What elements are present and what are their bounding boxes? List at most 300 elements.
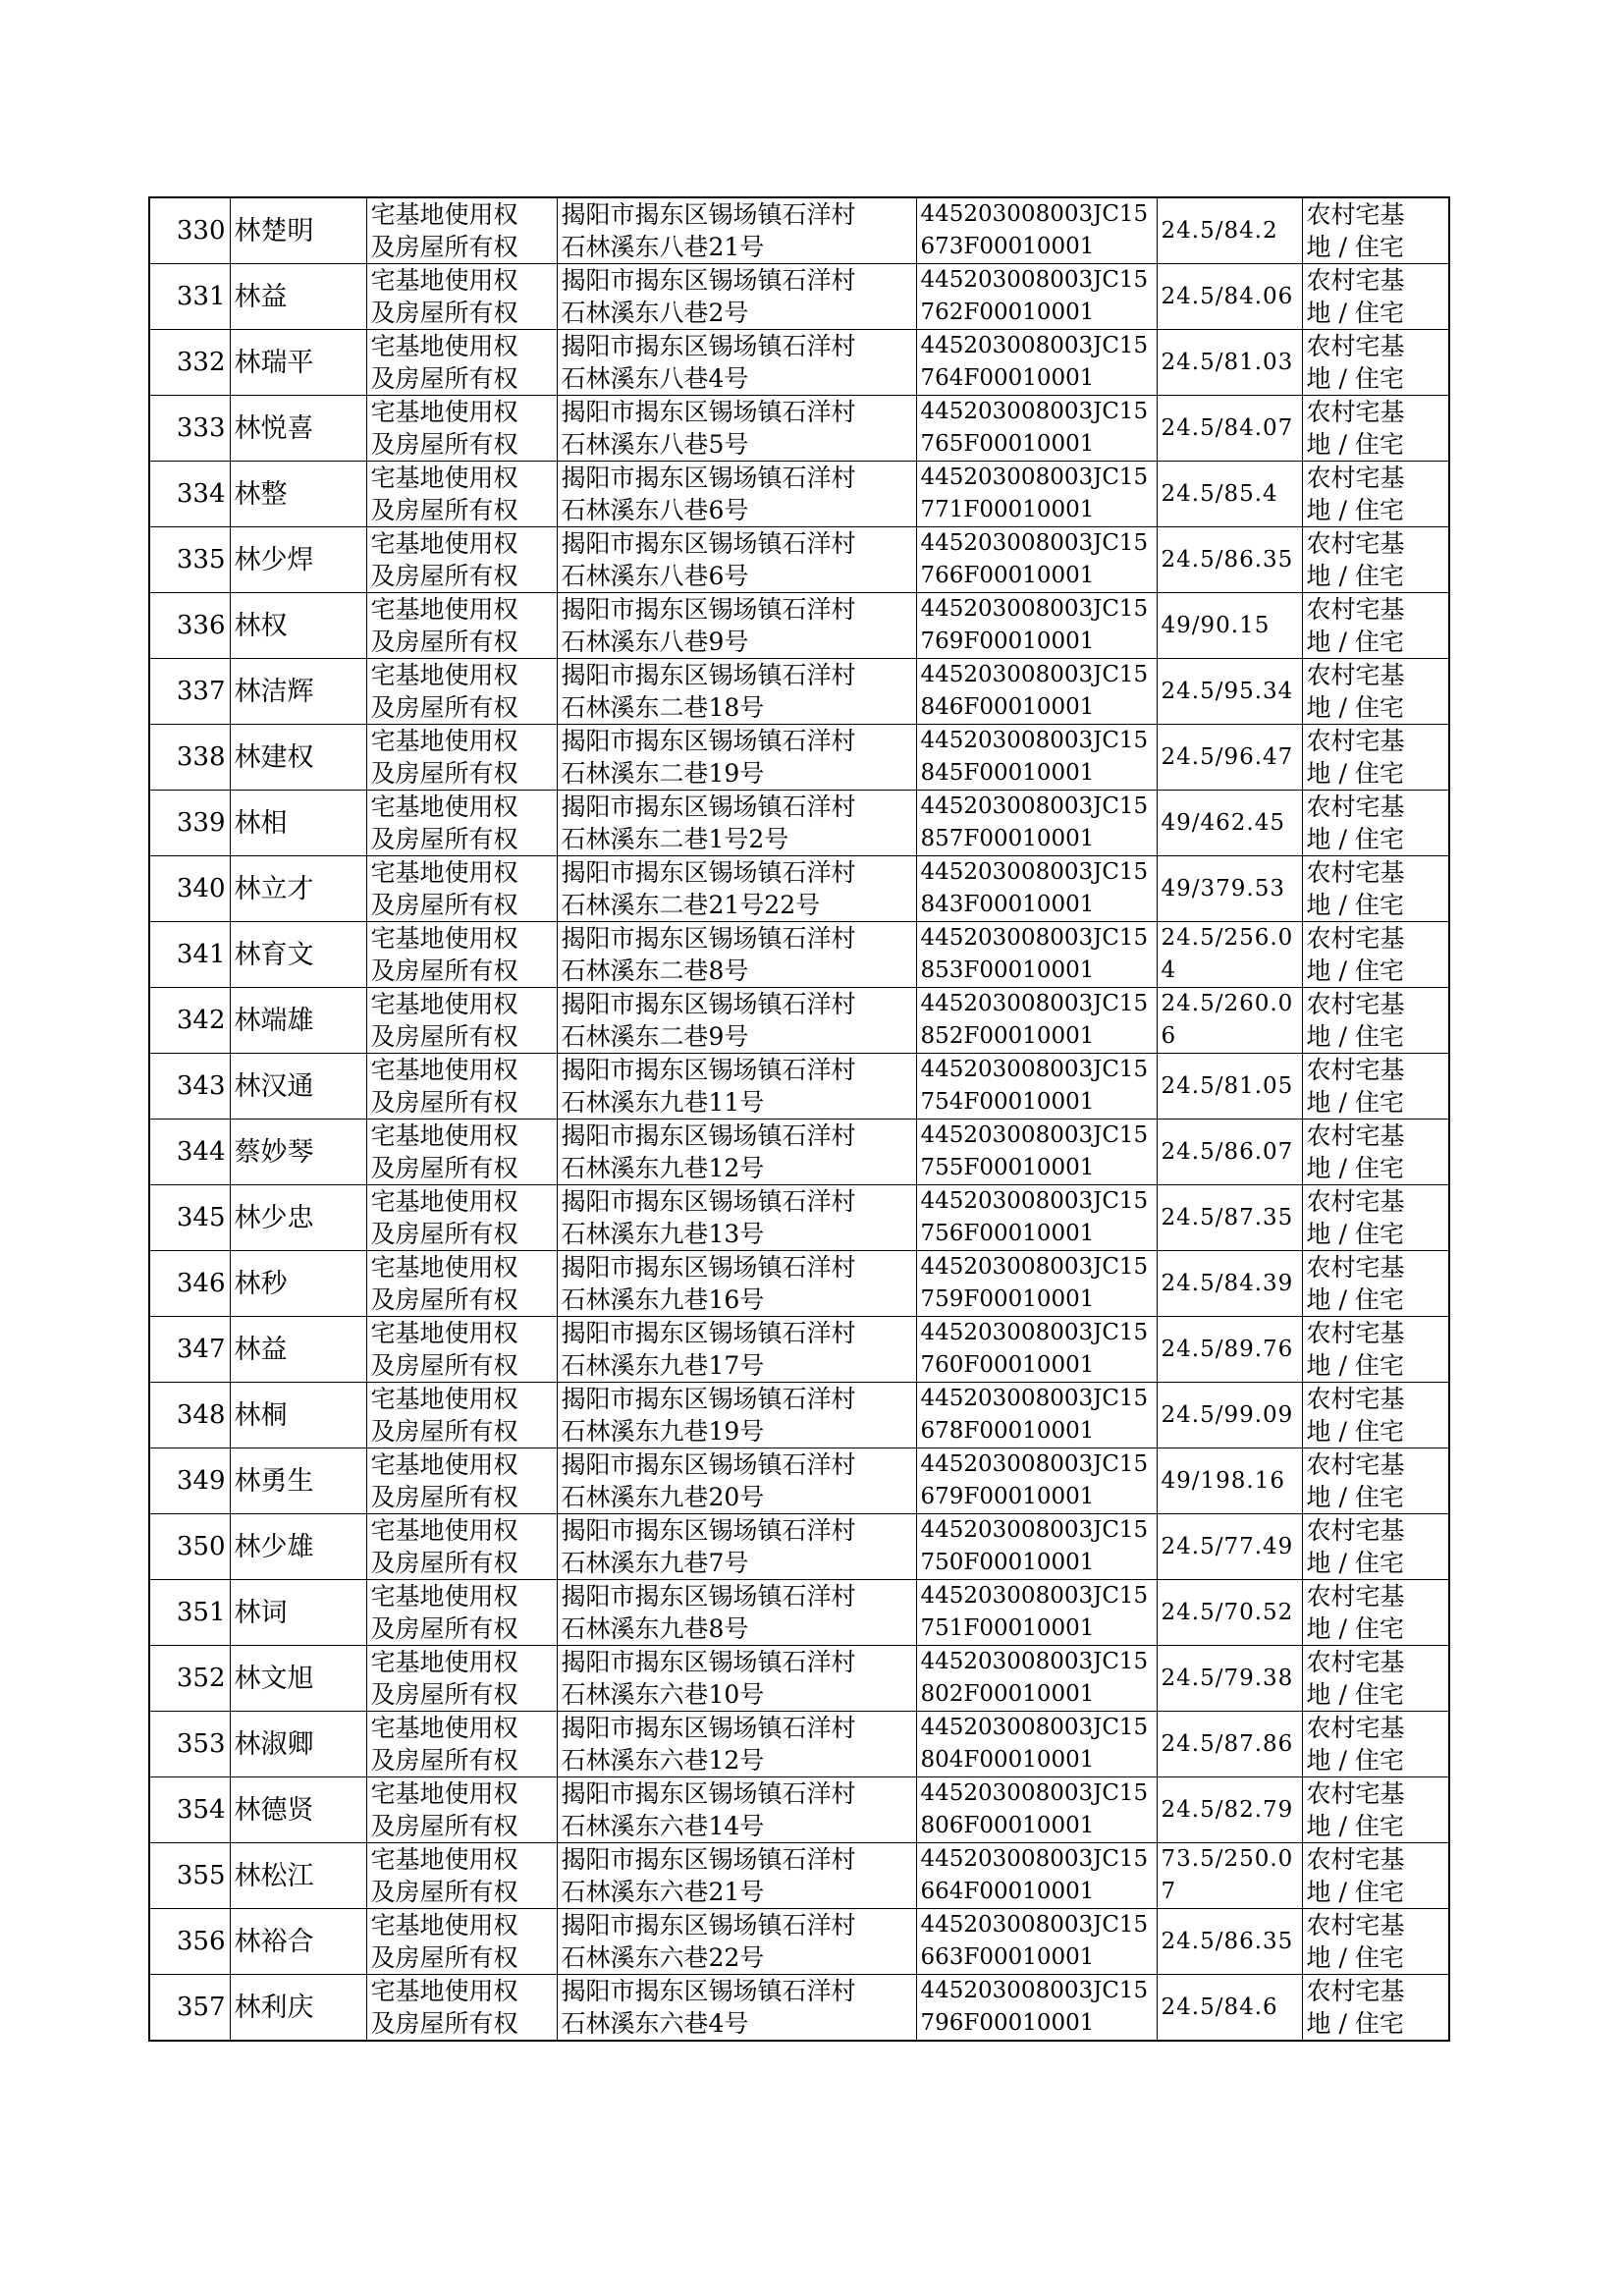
area-cell bbox=[1157, 1646, 1302, 1712]
area-value: 24.5/95.34 bbox=[1161, 678, 1294, 704]
address-line: 石林溪东二巷21号22号 bbox=[561, 891, 821, 919]
address-cell bbox=[557, 1843, 916, 1909]
land-use-line: 农村宅基 bbox=[1306, 332, 1405, 360]
right-type-cell bbox=[366, 1909, 557, 1975]
area-cell bbox=[1157, 1909, 1302, 1975]
parcel-code-cell bbox=[916, 988, 1157, 1054]
right-type-line: 及房屋所有权 bbox=[370, 693, 518, 722]
parcel-code-cell bbox=[916, 725, 1157, 791]
row-number: 336 bbox=[176, 610, 226, 640]
parcel-code-cell bbox=[916, 1317, 1157, 1383]
address-cell bbox=[557, 264, 916, 330]
owner-name-cell bbox=[230, 1712, 366, 1777]
land-use-line: 农村宅基 bbox=[1306, 1845, 1405, 1874]
row-number-cell bbox=[149, 396, 230, 462]
address-cell bbox=[557, 1120, 916, 1185]
land-use-line: 农村宅基 bbox=[1306, 792, 1405, 821]
right-type-cell bbox=[366, 1843, 557, 1909]
owner-name: 林权 bbox=[234, 610, 288, 641]
table-row bbox=[149, 396, 1449, 462]
land-use-line: 农村宅基 bbox=[1306, 1385, 1405, 1413]
right-type-line: 宅基地使用权 bbox=[370, 1516, 518, 1545]
land-use-cell bbox=[1302, 1909, 1449, 1975]
right-type-cell bbox=[366, 659, 557, 725]
owner-name-cell bbox=[230, 725, 366, 791]
right-type-line: 宅基地使用权 bbox=[370, 1648, 518, 1676]
right-type-line: 宅基地使用权 bbox=[370, 1977, 518, 2005]
right-type-line: 宅基地使用权 bbox=[370, 1187, 518, 1216]
address-cell bbox=[557, 527, 916, 593]
land-use-line: 地 / 住宅 bbox=[1306, 1088, 1404, 1117]
right-type-cell bbox=[366, 593, 557, 659]
row-number-cell bbox=[149, 1185, 230, 1251]
area-value: 24.5/86.35 bbox=[1161, 1928, 1294, 1954]
row-number-cell bbox=[149, 922, 230, 988]
address-line: 揭阳市揭东区锡场镇石洋村 bbox=[561, 1319, 856, 1347]
parcel-code: 445203008003JC15664F00010001 bbox=[920, 1846, 1149, 1904]
table-row bbox=[149, 527, 1449, 593]
row-number: 330 bbox=[176, 215, 226, 246]
owner-name: 林桐 bbox=[234, 1399, 288, 1431]
right-type-cell bbox=[366, 1580, 557, 1646]
area-cell bbox=[1157, 1448, 1302, 1514]
row-number-cell bbox=[149, 1251, 230, 1317]
address-line: 揭阳市揭东区锡场镇石洋村 bbox=[561, 595, 856, 624]
right-type-line: 宅基地使用权 bbox=[370, 1450, 518, 1479]
parcel-code: 445203008003JC15750F00010001 bbox=[920, 1517, 1149, 1575]
address-line: 揭阳市揭东区锡场镇石洋村 bbox=[561, 529, 856, 558]
address-line: 石林溪东八巷6号 bbox=[561, 562, 749, 590]
owner-name-cell bbox=[230, 1317, 366, 1383]
address-cell bbox=[557, 725, 916, 791]
land-use-cell bbox=[1302, 922, 1449, 988]
right-type-line: 宅基地使用权 bbox=[370, 529, 518, 558]
right-type-line: 及房屋所有权 bbox=[370, 1746, 518, 1775]
parcel-code: 445203008003JC15857F00010001 bbox=[920, 793, 1149, 851]
area-value: 24.5/86.35 bbox=[1161, 546, 1294, 573]
land-use-cell bbox=[1302, 1448, 1449, 1514]
owner-name: 林益 bbox=[234, 1334, 288, 1365]
land-use-line: 地 / 住宅 bbox=[1306, 1614, 1404, 1643]
address-line: 石林溪东八巷9号 bbox=[561, 628, 749, 656]
address-line: 石林溪东六巷14号 bbox=[561, 1812, 765, 1840]
land-use-line: 地 / 住宅 bbox=[1306, 1746, 1404, 1775]
row-number-cell bbox=[149, 462, 230, 527]
land-use-line: 农村宅基 bbox=[1306, 661, 1405, 689]
land-use-cell bbox=[1302, 264, 1449, 330]
area-value: 24.5/81.05 bbox=[1161, 1072, 1294, 1099]
right-type-line: 及房屋所有权 bbox=[370, 1943, 518, 1972]
right-type-line: 及房屋所有权 bbox=[370, 496, 518, 524]
row-number-cell bbox=[149, 1843, 230, 1909]
address-line: 揭阳市揭东区锡场镇石洋村 bbox=[561, 924, 856, 953]
right-type-cell bbox=[366, 1712, 557, 1777]
owner-name-cell bbox=[230, 1185, 366, 1251]
area-cell bbox=[1157, 1975, 1302, 2042]
owner-name: 林文旭 bbox=[234, 1663, 314, 1694]
land-use-line: 农村宅基 bbox=[1306, 464, 1405, 492]
parcel-code-cell bbox=[916, 1580, 1157, 1646]
right-type-line: 宅基地使用权 bbox=[370, 266, 518, 295]
row-number-cell bbox=[149, 1120, 230, 1185]
row-number: 345 bbox=[176, 1202, 226, 1232]
address-line: 石林溪东二巷19号 bbox=[561, 759, 765, 788]
table-row bbox=[149, 856, 1449, 922]
address-line: 揭阳市揭东区锡场镇石洋村 bbox=[561, 1516, 856, 1545]
right-type-line: 及房屋所有权 bbox=[370, 628, 518, 656]
parcel-code-cell bbox=[916, 1843, 1157, 1909]
area-value: 24.5/87.86 bbox=[1161, 1730, 1294, 1757]
land-use-cell bbox=[1302, 396, 1449, 462]
table-row bbox=[149, 1383, 1449, 1448]
parcel-code: 445203008003JC15796F00010001 bbox=[920, 1978, 1149, 2036]
owner-name-cell bbox=[230, 922, 366, 988]
row-number-cell bbox=[149, 1448, 230, 1514]
row-number: 335 bbox=[176, 544, 226, 574]
address-line: 揭阳市揭东区锡场镇石洋村 bbox=[561, 1121, 856, 1150]
area-value: 49/198.16 bbox=[1161, 1467, 1285, 1494]
area-value: 24.5/99.09 bbox=[1161, 1401, 1294, 1428]
area-value: 24.5/87.35 bbox=[1161, 1204, 1294, 1230]
land-use-line: 农村宅基 bbox=[1306, 990, 1405, 1018]
land-use-line: 地 / 住宅 bbox=[1306, 628, 1404, 656]
owner-name: 林词 bbox=[234, 1597, 288, 1628]
owner-name-cell bbox=[230, 197, 366, 264]
parcel-code-cell bbox=[916, 1448, 1157, 1514]
area-value: 49/462.45 bbox=[1161, 809, 1285, 836]
land-use-cell bbox=[1302, 1185, 1449, 1251]
land-use-cell bbox=[1302, 1120, 1449, 1185]
right-type-line: 宅基地使用权 bbox=[370, 1911, 518, 1940]
address-line: 石林溪东九巷7号 bbox=[561, 1549, 749, 1577]
area-cell bbox=[1157, 1054, 1302, 1120]
area-value: 24.5/82.79 bbox=[1161, 1796, 1294, 1823]
right-type-line: 及房屋所有权 bbox=[370, 1154, 518, 1182]
row-number-cell bbox=[149, 1975, 230, 2042]
owner-name: 林利庆 bbox=[234, 1992, 314, 2023]
address-line: 揭阳市揭东区锡场镇石洋村 bbox=[561, 266, 856, 295]
area-cell bbox=[1157, 330, 1302, 396]
owner-name: 林勇生 bbox=[234, 1465, 314, 1497]
address-line: 石林溪东九巷12号 bbox=[561, 1154, 765, 1182]
address-line: 揭阳市揭东区锡场镇石洋村 bbox=[561, 1977, 856, 2005]
area-value: 24.5/79.38 bbox=[1161, 1665, 1294, 1691]
address-line: 石林溪东九巷16号 bbox=[561, 1285, 765, 1314]
area-cell bbox=[1157, 988, 1302, 1054]
parcel-code-cell bbox=[916, 1120, 1157, 1185]
registration-table bbox=[148, 196, 1450, 2042]
land-use-line: 地 / 住宅 bbox=[1306, 759, 1404, 788]
parcel-code: 445203008003JC15806F00010001 bbox=[920, 1780, 1149, 1838]
right-type-line: 及房屋所有权 bbox=[370, 2009, 518, 2038]
land-use-cell bbox=[1302, 856, 1449, 922]
area-value: 24.5/89.76 bbox=[1161, 1336, 1294, 1362]
table-row bbox=[149, 1448, 1449, 1514]
right-type-line: 及房屋所有权 bbox=[370, 1483, 518, 1511]
right-type-line: 及房屋所有权 bbox=[370, 825, 518, 853]
address-cell bbox=[557, 1580, 916, 1646]
address-line: 石林溪东八巷4号 bbox=[561, 364, 749, 393]
address-cell bbox=[557, 856, 916, 922]
area-cell bbox=[1157, 1383, 1302, 1448]
right-type-line: 宅基地使用权 bbox=[370, 1385, 518, 1413]
land-use-cell bbox=[1302, 988, 1449, 1054]
land-use-cell bbox=[1302, 462, 1449, 527]
address-line: 揭阳市揭东区锡场镇石洋村 bbox=[561, 1056, 856, 1084]
right-type-cell bbox=[366, 1777, 557, 1843]
address-line: 揭阳市揭东区锡场镇石洋村 bbox=[561, 1582, 856, 1611]
row-number-cell bbox=[149, 1317, 230, 1383]
right-type-line: 宅基地使用权 bbox=[370, 1319, 518, 1347]
row-number-cell bbox=[149, 1383, 230, 1448]
address-line: 石林溪东九巷13号 bbox=[561, 1220, 765, 1248]
owner-name-cell bbox=[230, 396, 366, 462]
owner-name-cell bbox=[230, 1580, 366, 1646]
owner-name: 林育文 bbox=[234, 939, 314, 970]
right-type-line: 宅基地使用权 bbox=[370, 200, 518, 229]
owner-name-cell bbox=[230, 659, 366, 725]
address-cell bbox=[557, 659, 916, 725]
table-row bbox=[149, 988, 1449, 1054]
parcel-code-cell bbox=[916, 1185, 1157, 1251]
address-line: 石林溪东六巷4号 bbox=[561, 2009, 749, 2038]
area-cell bbox=[1157, 1580, 1302, 1646]
land-use-line: 地 / 住宅 bbox=[1306, 891, 1404, 919]
land-use-cell bbox=[1302, 1646, 1449, 1712]
area-value: 49/90.15 bbox=[1161, 612, 1271, 638]
owner-name-cell bbox=[230, 264, 366, 330]
row-number-cell bbox=[149, 988, 230, 1054]
land-use-line: 地 / 住宅 bbox=[1306, 693, 1404, 722]
area-cell bbox=[1157, 462, 1302, 527]
land-use-line: 农村宅基 bbox=[1306, 1779, 1405, 1808]
area-cell bbox=[1157, 791, 1302, 856]
address-line: 揭阳市揭东区锡场镇石洋村 bbox=[561, 1714, 856, 1742]
land-use-line: 农村宅基 bbox=[1306, 1187, 1405, 1216]
owner-name: 林少焊 bbox=[234, 544, 314, 575]
owner-name: 林立才 bbox=[234, 873, 314, 904]
row-number-cell bbox=[149, 659, 230, 725]
address-line: 揭阳市揭东区锡场镇石洋村 bbox=[561, 792, 856, 821]
address-cell bbox=[557, 791, 916, 856]
owner-name: 林建权 bbox=[234, 741, 314, 773]
parcel-code: 445203008003JC15804F00010001 bbox=[920, 1715, 1149, 1773]
right-type-cell bbox=[366, 396, 557, 462]
land-use-cell bbox=[1302, 197, 1449, 264]
right-type-line: 宅基地使用权 bbox=[370, 464, 518, 492]
area-cell bbox=[1157, 527, 1302, 593]
land-use-line: 地 / 住宅 bbox=[1306, 364, 1404, 393]
address-line: 石林溪东八巷6号 bbox=[561, 496, 749, 524]
address-line: 石林溪东九巷8号 bbox=[561, 1614, 749, 1643]
parcel-code: 445203008003JC15760F00010001 bbox=[920, 1320, 1149, 1378]
right-type-cell bbox=[366, 1120, 557, 1185]
right-type-cell bbox=[366, 1646, 557, 1712]
row-number: 354 bbox=[176, 1794, 226, 1825]
land-use-cell bbox=[1302, 1777, 1449, 1843]
right-type-cell bbox=[366, 1054, 557, 1120]
owner-name: 林淑卿 bbox=[234, 1728, 314, 1760]
owner-name: 林洁辉 bbox=[234, 676, 314, 707]
owner-name-cell bbox=[230, 1251, 366, 1317]
parcel-code: 445203008003JC15846F00010001 bbox=[920, 662, 1149, 720]
owner-name-cell bbox=[230, 527, 366, 593]
area-value: 24.5/84.6 bbox=[1161, 1994, 1278, 2020]
address-line: 石林溪东九巷19号 bbox=[561, 1417, 765, 1446]
table-row bbox=[149, 462, 1449, 527]
owner-name: 林少雄 bbox=[234, 1531, 314, 1562]
address-cell bbox=[557, 1383, 916, 1448]
parcel-code: 445203008003JC15663F00010001 bbox=[920, 1912, 1149, 1970]
right-type-cell bbox=[366, 1514, 557, 1580]
right-type-line: 及房屋所有权 bbox=[370, 364, 518, 393]
land-use-line: 农村宅基 bbox=[1306, 398, 1405, 426]
address-line: 石林溪东二巷8号 bbox=[561, 956, 749, 985]
parcel-code: 445203008003JC15845F00010001 bbox=[920, 728, 1149, 786]
owner-name: 林松江 bbox=[234, 1860, 314, 1891]
owner-name-cell bbox=[230, 1120, 366, 1185]
address-cell bbox=[557, 396, 916, 462]
owner-name-cell bbox=[230, 1843, 366, 1909]
address-line: 石林溪东八巷2号 bbox=[561, 299, 749, 327]
owner-name: 林益 bbox=[234, 281, 288, 312]
land-use-line: 地 / 住宅 bbox=[1306, 299, 1404, 327]
owner-name-cell bbox=[230, 1777, 366, 1843]
land-use-line: 农村宅基 bbox=[1306, 1977, 1405, 2005]
table-row bbox=[149, 593, 1449, 659]
address-line: 揭阳市揭东区锡场镇石洋村 bbox=[561, 990, 856, 1018]
address-cell bbox=[557, 1448, 916, 1514]
owner-name-cell bbox=[230, 1646, 366, 1712]
right-type-cell bbox=[366, 1975, 557, 2042]
owner-name: 林德贤 bbox=[234, 1794, 314, 1826]
address-line: 石林溪东九巷17号 bbox=[561, 1351, 765, 1380]
row-number: 351 bbox=[176, 1597, 226, 1627]
land-use-line: 地 / 住宅 bbox=[1306, 1351, 1404, 1380]
parcel-code: 445203008003JC15769F00010001 bbox=[920, 596, 1149, 654]
address-line: 揭阳市揭东区锡场镇石洋村 bbox=[561, 1253, 856, 1282]
area-cell bbox=[1157, 725, 1302, 791]
address-line: 石林溪东六巷12号 bbox=[561, 1746, 765, 1775]
address-line: 揭阳市揭东区锡场镇石洋村 bbox=[561, 661, 856, 689]
address-cell bbox=[557, 1975, 916, 2042]
table-row bbox=[149, 725, 1449, 791]
land-use-line: 农村宅基 bbox=[1306, 858, 1405, 887]
address-cell bbox=[557, 1054, 916, 1120]
table-row bbox=[149, 791, 1449, 856]
right-type-line: 宅基地使用权 bbox=[370, 1714, 518, 1742]
owner-name-cell bbox=[230, 593, 366, 659]
table-row bbox=[149, 1514, 1449, 1580]
land-use-line: 农村宅基 bbox=[1306, 1121, 1405, 1150]
parcel-code: 445203008003JC15678F00010001 bbox=[920, 1386, 1149, 1444]
right-type-line: 宅基地使用权 bbox=[370, 1121, 518, 1150]
parcel-code-cell bbox=[916, 1712, 1157, 1777]
parcel-code-cell bbox=[916, 1646, 1157, 1712]
address-line: 揭阳市揭东区锡场镇石洋村 bbox=[561, 1845, 856, 1874]
land-use-cell bbox=[1302, 791, 1449, 856]
parcel-code: 445203008003JC15766F00010001 bbox=[920, 530, 1149, 588]
row-number: 338 bbox=[176, 741, 226, 772]
right-type-line: 宅基地使用权 bbox=[370, 792, 518, 821]
address-cell bbox=[557, 1251, 916, 1317]
address-line: 石林溪东八巷5号 bbox=[561, 430, 749, 459]
right-type-line: 及房屋所有权 bbox=[370, 233, 518, 261]
area-cell bbox=[1157, 1317, 1302, 1383]
right-type-line: 宅基地使用权 bbox=[370, 1582, 518, 1611]
area-value: 24.5/84.07 bbox=[1161, 414, 1294, 441]
right-type-line: 宅基地使用权 bbox=[370, 1845, 518, 1874]
row-number-cell bbox=[149, 1054, 230, 1120]
land-use-line: 农村宅基 bbox=[1306, 1056, 1405, 1084]
row-number-cell bbox=[149, 330, 230, 396]
owner-name-cell bbox=[230, 462, 366, 527]
table-row bbox=[149, 1185, 1449, 1251]
area-value: 24.5/96.47 bbox=[1161, 743, 1294, 770]
owner-name-cell bbox=[230, 1975, 366, 2042]
row-number: 339 bbox=[176, 807, 226, 838]
land-use-line: 农村宅基 bbox=[1306, 595, 1405, 624]
area-value: 24.5/85.4 bbox=[1161, 480, 1278, 507]
table-row bbox=[149, 1646, 1449, 1712]
row-number-cell bbox=[149, 725, 230, 791]
land-use-line: 地 / 住宅 bbox=[1306, 1549, 1404, 1577]
right-type-line: 及房屋所有权 bbox=[370, 1351, 518, 1380]
owner-name: 林瑞平 bbox=[234, 347, 314, 378]
owner-name: 林相 bbox=[234, 807, 288, 839]
owner-name-cell bbox=[230, 1909, 366, 1975]
right-type-line: 及房屋所有权 bbox=[370, 1614, 518, 1643]
row-number-cell bbox=[149, 791, 230, 856]
parcel-code-cell bbox=[916, 1383, 1157, 1448]
parcel-code: 445203008003JC15852F00010001 bbox=[920, 991, 1149, 1049]
land-use-cell bbox=[1302, 1975, 1449, 2042]
address-cell bbox=[557, 1185, 916, 1251]
address-line: 石林溪东九巷11号 bbox=[561, 1088, 765, 1117]
right-type-line: 宅基地使用权 bbox=[370, 332, 518, 360]
land-use-line: 地 / 住宅 bbox=[1306, 1154, 1404, 1182]
table-row bbox=[149, 197, 1449, 264]
right-type-cell bbox=[366, 197, 557, 264]
address-line: 石林溪东二巷18号 bbox=[561, 693, 765, 722]
right-type-line: 及房屋所有权 bbox=[370, 562, 518, 590]
address-line: 揭阳市揭东区锡场镇石洋村 bbox=[561, 200, 856, 229]
address-line: 石林溪东六巷22号 bbox=[561, 1943, 765, 1972]
land-use-cell bbox=[1302, 1712, 1449, 1777]
right-type-cell bbox=[366, 856, 557, 922]
address-line: 揭阳市揭东区锡场镇石洋村 bbox=[561, 1779, 856, 1808]
right-type-line: 宅基地使用权 bbox=[370, 398, 518, 426]
land-use-line: 地 / 住宅 bbox=[1306, 2009, 1404, 2038]
parcel-code-cell bbox=[916, 330, 1157, 396]
area-cell bbox=[1157, 1120, 1302, 1185]
right-type-cell bbox=[366, 1185, 557, 1251]
owner-name: 林汉通 bbox=[234, 1070, 314, 1102]
owner-name: 林楚明 bbox=[234, 215, 314, 246]
row-number-cell bbox=[149, 527, 230, 593]
land-use-line: 地 / 住宅 bbox=[1306, 1483, 1404, 1511]
land-use-line: 农村宅基 bbox=[1306, 1319, 1405, 1347]
owner-name-cell bbox=[230, 1448, 366, 1514]
area-value: 24.5/86.07 bbox=[1161, 1138, 1294, 1165]
land-use-line: 农村宅基 bbox=[1306, 529, 1405, 558]
area-value: 24.5/84.06 bbox=[1161, 283, 1294, 309]
table-row bbox=[149, 922, 1449, 988]
area-cell bbox=[1157, 1251, 1302, 1317]
right-type-line: 及房屋所有权 bbox=[370, 1220, 518, 1248]
row-number-cell bbox=[149, 1777, 230, 1843]
land-use-line: 地 / 住宅 bbox=[1306, 825, 1404, 853]
